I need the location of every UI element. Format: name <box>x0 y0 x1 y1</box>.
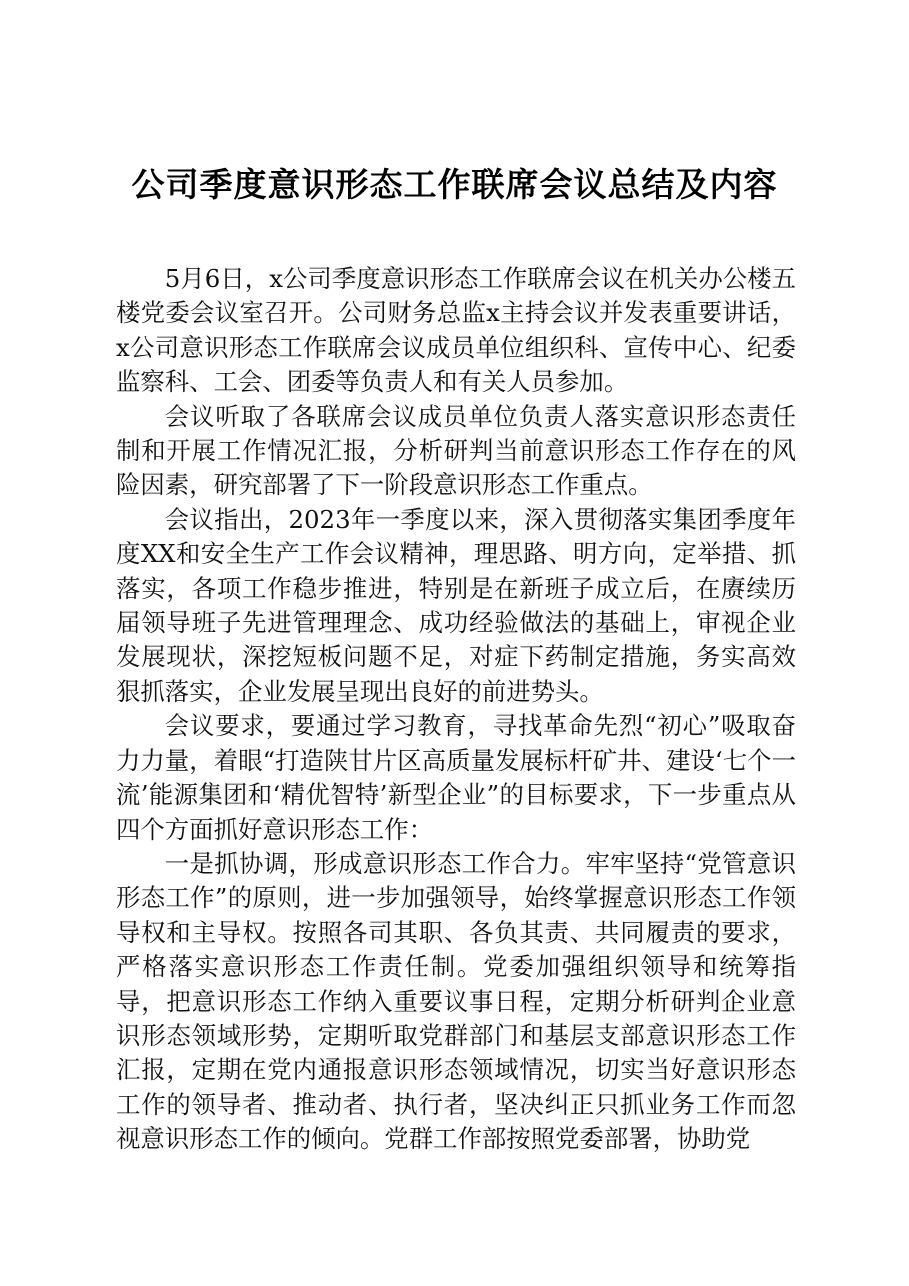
paragraph-2: 会议听取了各联席会议成员单位负责人落实意识形态责任制和开展工作情况汇报，分析研判当前意识形态工作存在的风险因素，研究部署了下一阶段意识形态工作重点。 <box>116 401 796 500</box>
paragraph-1: 5月6日，x公司季度意识形态工作联席会议在机关办公楼五楼党委会议室召开。公司财务总监x主持会议并发表重要讲话，x公司意识形态工作联席会议成员单位组织科、宣传中心、纪委监察科、工会、团委等负责人和有关人员参加。 <box>116 264 796 397</box>
document-body <box>116 262 796 1157</box>
paragraph-5: 一是抓协调，形成意识形态工作合力。牢牢坚持“党管意识形态工作”的原则，进一步加强领导，始终掌握意识形态工作领导权和主导权。按照各司其职、各负其责、共同履责的要求，严格落实意识形态工作责任制。党委加强组织领导和统筹指导，把意识形态工作纳入重要议事日程，定期分析研判企业意识形态领域形势，定期听取党群部门和基层支部意识形态工作汇报，定期在党内通报意识形态领域情况，切实当好意识形态工作的领导者、推动者、执行者，坚决纠正只抓业务工作而忽视意识形态工作的倾向。党群工作部按照党委部署，协助党 <box>116 848 796 1154</box>
document-title: 公司季度意识形态工作联席会议总结及内容 <box>131 165 778 204</box>
paragraph-3: 会议指出，2023年一季度以来，深入贯彻落实集团季度年度XX和安全生产工作会议精神，理思路、明方向，定举措、抓落实，各项工作稳步推进，特别是在新班子成立后，在赓续历届领导班子先进管理理念、成功经验做法的基础上，审视企业发展现状，深挖短板问题不足，对症下药制定措施，务实高效狠抓落实，企业发展呈现出良好的前进势头。 <box>116 504 796 706</box>
paragraph-4: 会议要求，要通过学习教育，寻找革命先烈“初心”吸取奋力力量，着眼“打造陕甘片区高质量发展标杆矿井、建设‘七个一流’能源集团和‘精优智特’新型企业”的目标要求，下一步重点从四个方面抓好意识形态工作： <box>116 711 796 844</box>
